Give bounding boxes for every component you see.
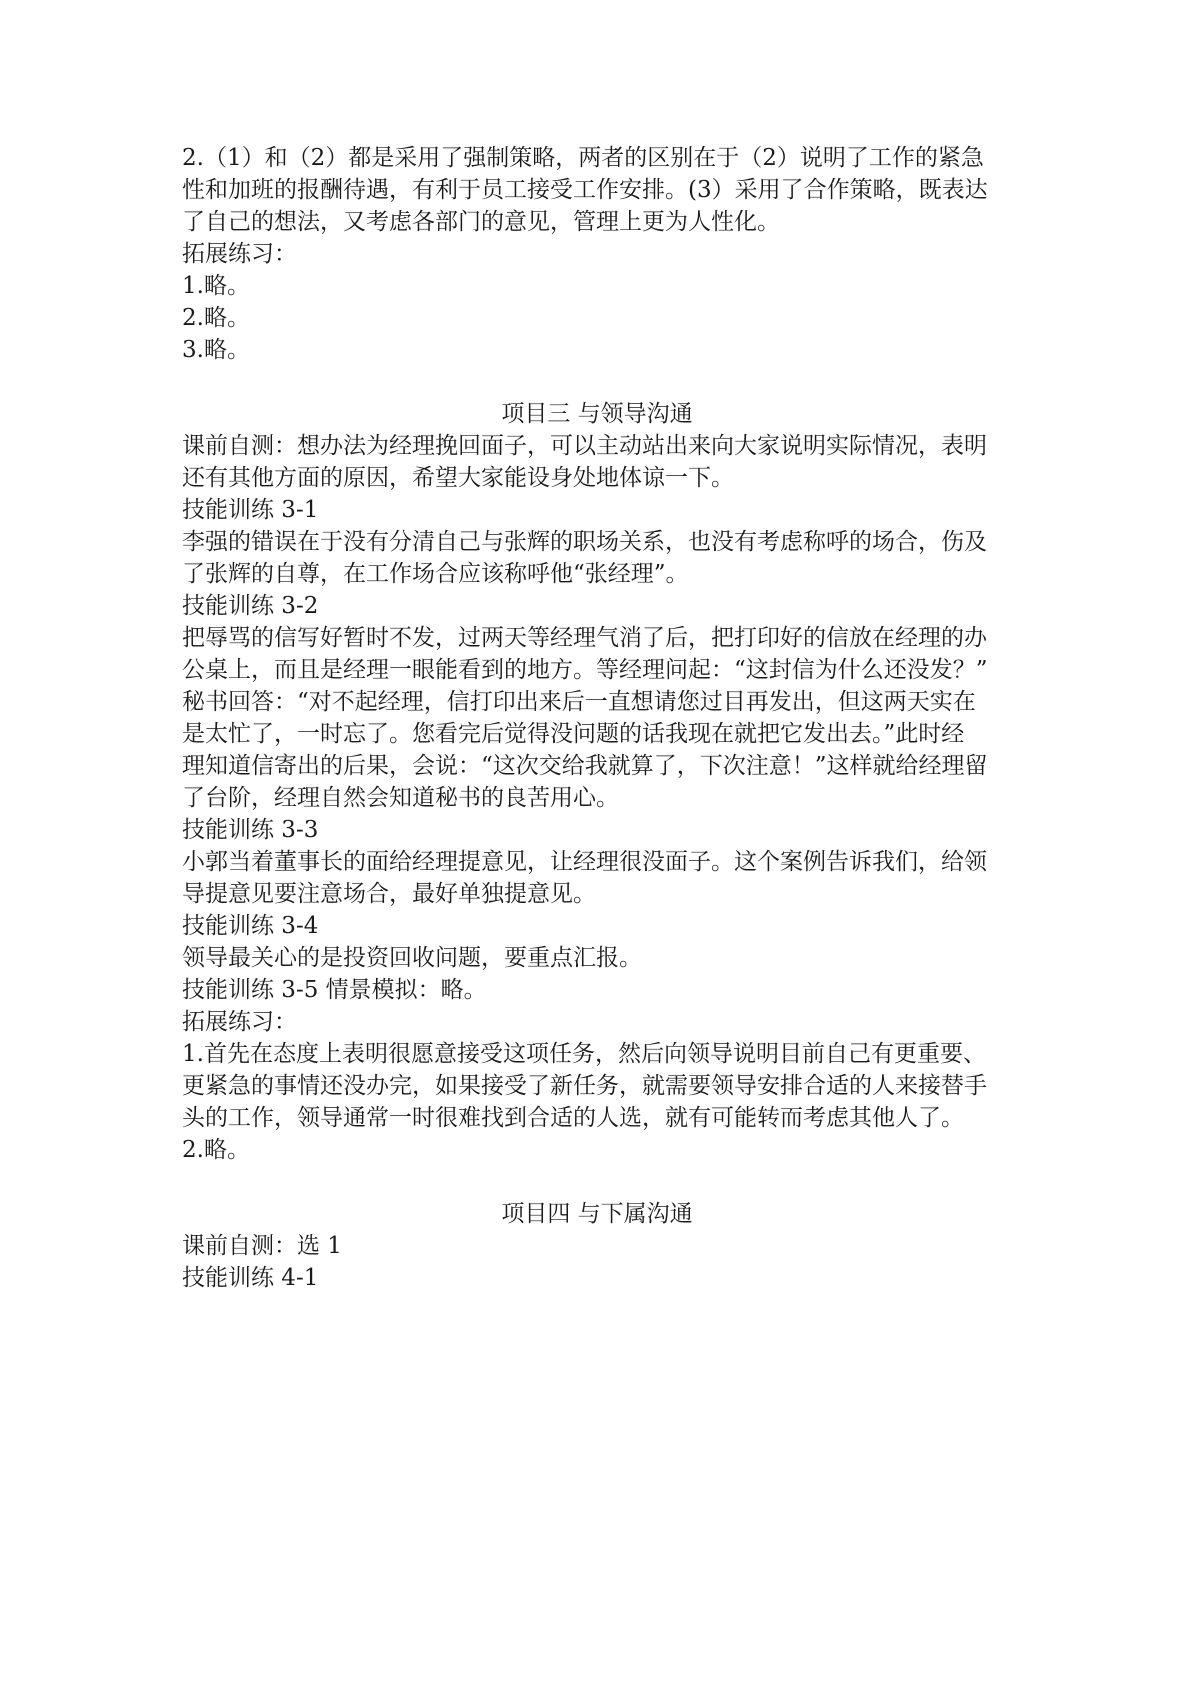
section-4-title: 项目四 与下属沟通 xyxy=(501,1201,693,1227)
extension-item-1: 1.略。 xyxy=(182,273,250,299)
section-3-extension-1-line-2: 更紧急的事情还没办完，如果接受了新任务，就需要领导安排合适的人来接替手 xyxy=(182,1073,987,1099)
extension-item-3: 3.略。 xyxy=(182,337,250,363)
skill-training-3-2-line-5: 理知道信寄出的后果，会说：“这次交给我就算了，下次注意！”这样就给经理留 xyxy=(182,753,988,779)
answer-2-line-1: 2.（1）和（2）都是采用了强制策略，两者的区别在于（2）说明了工作的紧急 xyxy=(182,145,984,171)
skill-training-3-3-line-2: 导提意见要注意场合，最好单独提意见。 xyxy=(182,881,596,907)
section-3-pretest-line-2: 还有其他方面的原因，希望大家能设身处地体谅一下。 xyxy=(182,465,734,491)
skill-training-3-5-label: 技能训练 3-5 情景模拟：略。 xyxy=(182,977,487,1003)
skill-training-3-2-label: 技能训练 3-2 xyxy=(182,593,319,619)
answer-2-line-2: 性和加班的报酬待遇，有利于员工接受工作安排。(3）采用了合作策略，既表达 xyxy=(182,177,988,203)
skill-training-3-1-line-2: 了张辉的自尊，在工作场合应该称呼他“张经理”。 xyxy=(182,561,689,587)
skill-training-3-4-label: 技能训练 3-4 xyxy=(182,913,319,939)
section-3-pretest-line-1: 课前自测：想办法为经理挽回面子，可以主动站出来向大家说明实际情况，表明 xyxy=(182,433,987,459)
skill-training-3-4-line-1: 领导最关心的是投资回收问题，要重点汇报。 xyxy=(182,945,642,971)
section-3-extension-label: 拓展练习： xyxy=(182,1009,297,1035)
section-project-3 xyxy=(182,398,1012,1166)
skill-training-4-1-label: 技能训练 4-1 xyxy=(182,1265,319,1291)
answer-2-line-3: 了自己的想法，又考虑各部门的意见，管理上更为人性化。 xyxy=(182,209,780,235)
skill-training-3-2-line-2: 公桌上，而且是经理一眼能看到的地方。等经理问起：“这封信为什么还没发？” xyxy=(182,657,988,683)
skill-training-3-1-label: 技能训练 3-1 xyxy=(182,497,319,523)
section-3-extension-2: 2.略。 xyxy=(182,1137,250,1163)
skill-training-3-3-line-1: 小郭当着董事长的面给经理提意见，让经理很没面子。这个案例告诉我们，给领 xyxy=(182,849,987,875)
extension-exercise-label: 拓展练习： xyxy=(182,241,297,267)
section-3-extension-1-line-3: 头的工作，领导通常一时很难找到合适的人选，就有可能转而考虑其他人了。 xyxy=(182,1105,964,1131)
skill-training-3-1-line-1: 李强的错误在于没有分清自己与张辉的职场关系，也没有考虑称呼的场合，伤及 xyxy=(182,529,987,555)
previous-section-answers xyxy=(182,142,1012,366)
document-page xyxy=(182,142,1012,1294)
section-4-pretest: 课前自测：选 1 xyxy=(182,1233,342,1259)
section-project-4 xyxy=(182,1198,1012,1294)
skill-training-3-2-line-1: 把辱骂的信写好暂时不发，过两天等经理气消了后，把打印好的信放在经理的办 xyxy=(182,625,987,651)
section-3-title: 项目三 与领导沟通 xyxy=(501,401,693,427)
skill-training-3-2-line-6: 了台阶，经理自然会知道秘书的良苦用心。 xyxy=(182,785,619,811)
section-3-extension-1-line-1: 1.首先在态度上表明很愿意接受这项任务，然后向领导说明目前自己有更重要、 xyxy=(182,1041,986,1067)
extension-item-2: 2.略。 xyxy=(182,305,250,331)
skill-training-3-2-line-4: 是太忙了，一时忘了。您看完后觉得没问题的话我现在就把它发出去。”此时经 xyxy=(182,721,965,747)
skill-training-3-3-label: 技能训练 3-3 xyxy=(182,817,319,843)
skill-training-3-2-line-3: 秘书回答：“对不起经理，信打印出来后一直想请您过目再发出，但这两天实在 xyxy=(182,689,976,715)
